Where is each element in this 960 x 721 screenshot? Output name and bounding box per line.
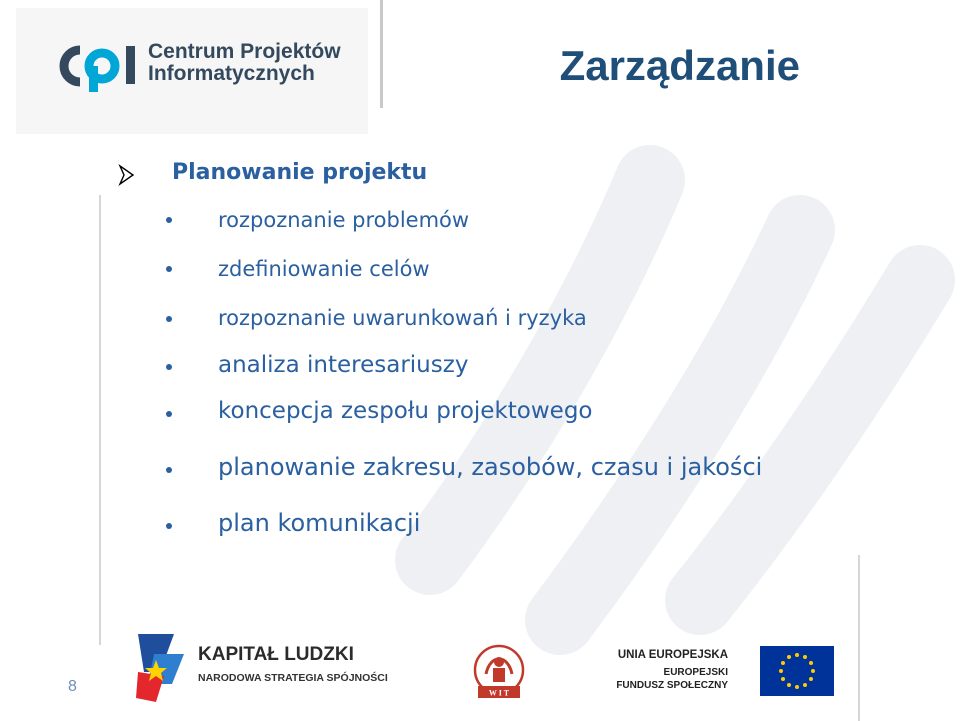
list-item-text: koncepcja zespołu projektowego [218, 398, 593, 424]
list-item-text: planowanie zakresu, zasobów, czasu i jakości [218, 453, 763, 481]
bullet-dot-icon [166, 523, 172, 529]
eu-line3: FUNDUSZ SPOŁECZNY [616, 680, 728, 691]
eu-line1: UNIA EUROPEJSKA [617, 649, 728, 661]
page-number: 8 [68, 678, 77, 695]
list-item-text: rozpoznanie uwarunkowań i ryzyka [218, 306, 587, 330]
bullet-dot-icon [166, 316, 172, 322]
kapital-ludzki-title: KAPITAŁ LUDZKI [198, 644, 354, 665]
eu-line2: EUROPEJSKI [663, 667, 728, 678]
bullet-dot-icon [166, 467, 172, 473]
section-title: Planowanie projektu [172, 160, 428, 185]
svg-text:W I T: W I T [488, 688, 510, 698]
list-item-text: plan komunikacji [218, 509, 421, 537]
list-item-text: rozpoznanie problemów [218, 208, 470, 232]
bullet-dot-icon [166, 411, 172, 417]
list-item-text: analiza interesariuszy [218, 352, 469, 378]
eu-logo [616, 646, 840, 698]
list-item-text: zdefiniowanie celów [218, 257, 430, 281]
slide-title: Zarządzanie [559, 42, 800, 89]
bullet-dot-icon [166, 266, 172, 272]
kapital-ludzki-logo [134, 632, 394, 704]
wit-seal-icon [466, 640, 532, 706]
eu-flag-icon [760, 646, 834, 696]
bullet-dot-icon [166, 364, 172, 370]
wit-emblem [466, 640, 532, 706]
kapital-ludzki-emblem [134, 632, 190, 704]
logo-line2: Informatycznych [148, 62, 315, 85]
bullet-dot-icon [166, 217, 172, 223]
logo-line1: Centrum Projektów [148, 40, 341, 63]
kapital-ludzki-subtitle: NARODOWA STRATEGIA SPÓJNOŚCI [198, 672, 388, 684]
